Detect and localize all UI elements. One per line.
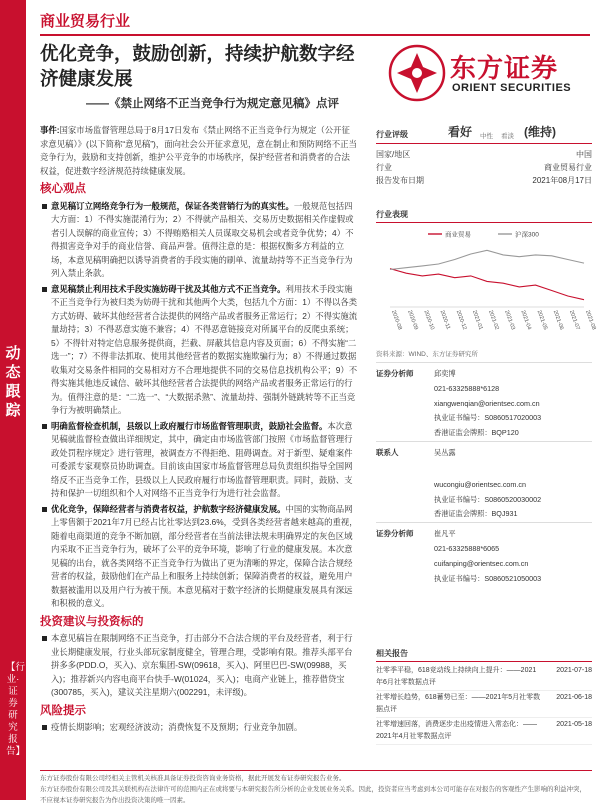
info-value: 商业贸易行业	[544, 163, 592, 172]
side-sub-label: 【行业·证券研究报告】	[6, 662, 26, 757]
x-tick-label: 2021-01	[470, 309, 484, 331]
chart-source: 资料来源：WIND、东方证券研究所	[376, 351, 478, 358]
analyst-role: 证券分析师	[376, 369, 414, 378]
cert-number: S0860521050003	[484, 573, 542, 583]
hk-label: 香港证监会牌照：	[434, 509, 492, 519]
orient-logo-icon	[388, 44, 446, 102]
core-point	[40, 200, 358, 281]
analyst-email[interactable]: cuifanping@orientsec.com.cn	[434, 558, 529, 568]
bullet-icon	[42, 287, 47, 292]
core-point-lead: 优化竞争，保障经营者与消费者权益，护航数字经济健康发展。	[51, 503, 286, 514]
related-title[interactable]: 社零增速回落，消费逐步走出疫情进入常态化：——2021年4月社零数据点评	[376, 721, 537, 740]
related-item[interactable]	[376, 718, 592, 745]
info-value: 2021年08月17日	[532, 176, 592, 185]
x-tick-label: 2021-06	[551, 309, 565, 331]
footer-line: 东方证券股份有限公司经相关主管机关核准具备证券投资咨询业务资格，据此开展发布证券研究报告业务。	[40, 775, 346, 782]
x-tick-label: 2021-08	[584, 309, 597, 331]
analyst-name: 吴丛露	[434, 447, 456, 457]
core-point-text: 本次意见稿就监督检查做出详细规定，其中，确定由市场监管部门按照《市场监督管理行政处罚程序规定》进行管理，被调查方不得拒绝、阻碍调查。对于新型、疑难案件可委派专家观察员协助调查。目前该由国家市场监督管理总局负责组织指导全国网络反不正当竞争工作，县级以上人民政府履行市场监督管理职责。同时，鼓励、支持和保护一切组织和个人对网络不正当竞争行为进行社会监督。	[51, 420, 353, 498]
info-table	[376, 148, 592, 187]
performance-chart	[376, 225, 597, 345]
x-tick-label: 2020-11	[438, 309, 452, 331]
x-tick-label: 2021-05	[535, 309, 549, 331]
related-item[interactable]	[376, 691, 592, 718]
side-main-label: 动态跟踪	[5, 345, 21, 419]
bullet-icon	[42, 725, 47, 730]
invest-text: 本意见稿旨在限制网络不正当竞争，打击部分不合法合规的平台及经营者，利于行业长期健康发展，行业头部玩家制度健全，管理合理，受影响有限。推荐头部平台拼多多(PDD.O，买入)、京东集团-SW(09618，买入)、阿里巴巴-SW(09988，买入)；推荐新兴内容电商平台快手-W(01024，买入)；电商产业链上，推荐借贷宝(300785，买入)，建议关注星期六(002291，未评级)。	[51, 633, 353, 697]
logo-cn: 东方证券	[450, 53, 559, 83]
series-line	[390, 269, 584, 300]
analyst-name: 邱奕博	[434, 369, 456, 378]
logo-en: ORIENT SECURITIES	[452, 82, 572, 94]
core-list	[40, 200, 358, 611]
x-tick-label: 2020-12	[454, 309, 468, 331]
related-date: 2021-07-18	[556, 667, 592, 674]
cert-number: S0860520030002	[484, 494, 542, 504]
rating-neutral: 中性	[480, 133, 494, 140]
legend-label: 沪深300	[515, 231, 539, 239]
report-subtitle: ——《禁止网络不正当竞争行为规定意见稿》点评	[86, 98, 339, 110]
industry-label: 商业贸易行业	[40, 13, 131, 30]
analyst-tel: 021-63325888*6128	[434, 383, 500, 393]
sidebar-info	[376, 118, 597, 586]
invest-heading: 投资建议与投资标的	[40, 615, 144, 628]
header-rule	[40, 34, 590, 36]
info-row	[376, 161, 592, 174]
risk-text: 疫情长期影响；宏观经济波动；消费恢复不及预期；行业竞争加剧。	[51, 722, 303, 732]
x-tick-label: 2020-09	[406, 309, 419, 331]
footer-disclaimer	[40, 770, 592, 806]
info-key: 国家/地区	[376, 150, 411, 159]
core-point	[40, 283, 358, 418]
x-tick-label: 2021-07	[567, 309, 581, 331]
legend-label: 商业贸易	[445, 231, 471, 239]
bullet-icon	[42, 507, 47, 512]
rating-label: 行业评级	[376, 130, 408, 139]
cert-label: 执业证书编号：	[434, 413, 485, 423]
info-row	[376, 148, 592, 161]
bullet-icon	[42, 636, 47, 641]
related-heading: 相关报告	[376, 648, 592, 662]
invest-paragraph	[40, 632, 358, 700]
info-key: 行业	[376, 163, 392, 172]
x-tick-label: 2021-03	[503, 309, 516, 331]
related-item[interactable]	[376, 664, 592, 691]
rating-maintain: (维持)	[524, 125, 557, 139]
core-point-text: 利用技术手段实施不正当竞争行为被归类为妨碍干扰和其他两个大类，包括九个方面：1）不得以各类方式妨碍、破坏其他经营者合法提供的网络产品或者服务正常运行；2）不得实施流量劫持；3）不得恶意实施不兼容；4）不得恶意链接竞对所属平台的反爬虫系统；5）不得针对特定信息服务提供商，拦截、屏蔽其信息内容及页面；6）不得实施“二选一”；7）不得非法抓取、使用其他经营者的数据实施欺骗行为；8）不得通过数据收集对交易条件相同的交易相对方不合理地提供不同的交易信息找机构公平；9）不得实施其他违反诚信、破坏其他经营者合法提供的网络产品或者服务正常运行的行为。值得注意的是：“二选一”、“大数据杀熟”、流量劫持、强制外链跳转等不正当竞争行为被明确禁止。	[51, 283, 358, 415]
company-logo	[388, 42, 588, 108]
core-point-text: 中国的实物商品网上零售额于2021年7月已经占比社零达到23.6%，受到各类经营者越来越高的重视，随着电商渠道的竞争不断加剧，部分经营者在当前法律法规未明确界定的灰色区域内采取不正当竞争行为，破坏了公平的竞争环境，影响了行业的健康发展。本次意见稿的出台，就各类网络不正当竞争行为做出了更为清晰的界定，保障合法合规经营者的权益，鼓励他们在产品上和服务上持续创新；保障消费者的权益，避免用户数据被滥用以及用户行为被干预。本意见稿对于数字经济的长期健康发展具有深远和积极的意义。	[51, 503, 358, 608]
event-label: 事件:	[40, 125, 60, 135]
event-paragraph	[40, 124, 358, 178]
analyst-role: 证券分析师	[376, 529, 414, 539]
info-row	[376, 174, 592, 187]
related-date: 2021-05-18	[556, 721, 592, 728]
related-title[interactable]: 社零增长趋势，618蓄势已至：——2021年5月社零数据点评	[376, 694, 541, 713]
analyst-block	[376, 441, 592, 522]
rating-value: 看好	[448, 125, 473, 139]
main-column	[40, 124, 358, 737]
core-point-lead: 意见稿订立网络竞争行为一般规范，保证各类营销行为的真实性。	[51, 200, 294, 211]
x-tick-label: 2021-02	[487, 309, 500, 331]
risk-heading: 风险提示	[40, 704, 86, 717]
analyst-section	[376, 362, 592, 586]
cert-label: 执业证书编号：	[434, 573, 485, 583]
report-title: 优化竞争，鼓励创新，持续护航数字经济健康发展	[40, 43, 355, 89]
core-heading: 核心观点	[40, 183, 86, 195]
cert-label: 执业证书编号：	[434, 494, 485, 504]
analyst-block	[376, 522, 592, 586]
cert-number: S0860517020003	[484, 413, 542, 423]
bullet-icon	[42, 424, 47, 429]
related-title[interactable]: 社零季平稳，618竞动线上持续向上提升：——2021年6月社零数据点评	[376, 667, 537, 686]
bullet-icon	[42, 204, 47, 209]
rating-row	[376, 118, 592, 144]
risk-paragraph	[40, 721, 358, 735]
related-date: 2021-06-18	[556, 694, 592, 701]
analyst-tel: 021-63325888*6065	[434, 543, 500, 553]
analyst-block	[376, 362, 592, 441]
analyst-name: 崔凡平	[434, 529, 456, 539]
analyst-email[interactable]: xiangwenqian@orientsec.com.cn	[434, 398, 540, 408]
hk-number: BQP120	[491, 428, 519, 438]
side-bar	[0, 0, 26, 800]
hk-number: BQJ931	[491, 509, 518, 519]
core-point-lead: 明确监督检查机制，县级以上政府履行市场监督管理职责，鼓励社会监督。	[51, 420, 328, 431]
x-tick-label: 2020-10	[422, 309, 435, 331]
core-point-lead: 意见稿禁止利用技术手段实施妨碍干扰及其他方式不正当竞争。	[51, 283, 286, 294]
analyst-role: 联系人	[376, 447, 399, 457]
x-tick-label: 2020-08	[390, 309, 403, 331]
x-tick-label: 2021-04	[519, 309, 532, 331]
footer-line: 东方证券股份有限公司及其关联机构在法律许可的范围内正在或将要与本研究报告所分析的企业发展业务关系。因此，投资者应当考虑到本公司可能存在对报告的客观性产生影响的利益冲突，不应视本证券研究报告为作出投资决策的唯一因素。	[40, 786, 586, 804]
info-value: 中国	[576, 150, 592, 159]
event-text: 国家市场监督管理总局于8月17日发布《禁止网络不正当竞争行为规定（公开征求意见稿）》(以下简称“意见稿”)，面向社会公开征求意见，意在制止和预防网络不正当竞争行为，鼓励和支持创新，维护公平竞争的市场秩序，保护经营者和消费者的合法权益，促进数字经济规范持续健康发展。	[40, 125, 357, 176]
core-point-text: 一般规范包括四大方面：1）不得实施混淆行为；2）不得就产品相关、交易历史数据相关作虚假或者引人误解的商业宣传；3）不得贿赂相关人员谋取交易机会或者竞争优势；4）不得损害竞争对手的商业信誉、商品声誉。值得注意的是：根据权衡多方利益的立场，本意见稿明确把以诱导消费者的手段实施的刷单、流量劫持等不正当竞争行为列入禁止条款。	[51, 200, 354, 278]
analyst-email[interactable]: wucongiu@orientsec.com.cn	[434, 479, 526, 489]
rating-bearish: 看淡	[501, 133, 515, 140]
series-line	[390, 250, 584, 269]
core-point	[40, 420, 358, 501]
info-key: 报告发布日期	[376, 176, 424, 185]
core-point	[40, 503, 358, 611]
related-reports	[376, 648, 592, 745]
performance-heading: 行业表现	[376, 209, 592, 223]
hk-label: 香港证监会牌照：	[434, 428, 492, 438]
